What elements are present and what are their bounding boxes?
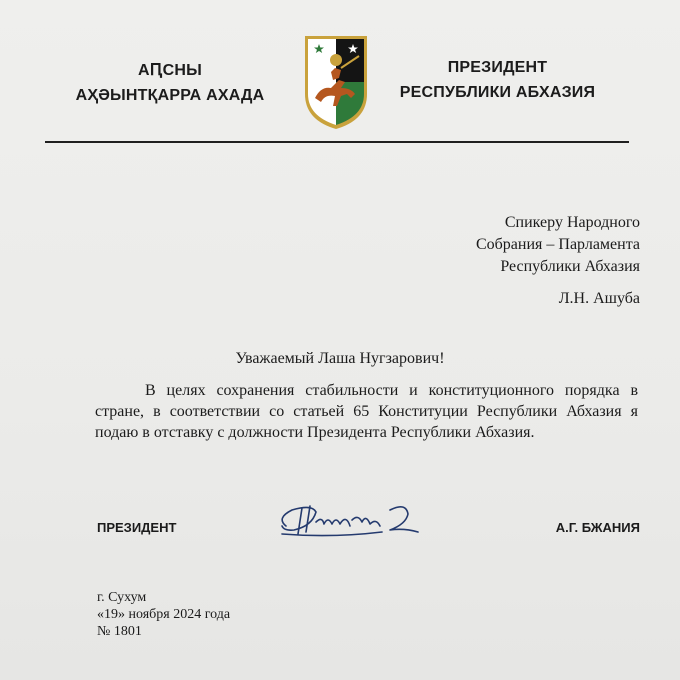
letter-body: В целях сохранения стабильности и конституционного порядка в стране, в соответствии со статьей 65 Конституции Республики Абхазия я подаю в отставку с должности Президента Республики Абхазия. — [95, 382, 638, 441]
footer-date: «19» ноября 2024 года — [97, 607, 231, 622]
addressee-block — [476, 212, 640, 278]
addressee-line3: Республики Абхазия — [500, 258, 640, 275]
header-divider — [45, 141, 629, 143]
addressee-name: Л.Н. Ашуба — [558, 290, 640, 307]
header-right-russian — [395, 55, 600, 105]
signatory-title: ПРЕЗИДЕНТ — [97, 520, 177, 535]
header-left-line1: АԤСНЫ — [137, 62, 202, 79]
header-left-abkhaz — [70, 58, 270, 108]
handwritten-signature-icon — [272, 496, 432, 546]
header-left-line2: АҲӘЫНТҚАРРА АХАДА — [75, 87, 265, 104]
header-right-line1: ПРЕЗИДЕНТ — [447, 59, 548, 76]
addressee-line2: Собрания – Парламента — [475, 236, 640, 253]
signatory-name: А.Г. БЖАНИЯ — [555, 520, 640, 535]
addressee-line1: Спикеру Народного — [504, 214, 640, 231]
footer-block — [97, 589, 230, 640]
footer-city: г. Сухум — [97, 590, 147, 605]
header-right-line2: РЕСПУБЛИКИ АБХАЗИЯ — [399, 84, 596, 101]
salutation: Уважаемый Лаша Нугзарович! — [235, 350, 445, 367]
coat-of-arms-icon — [301, 32, 371, 132]
footer-number: № 1801 — [97, 624, 142, 639]
